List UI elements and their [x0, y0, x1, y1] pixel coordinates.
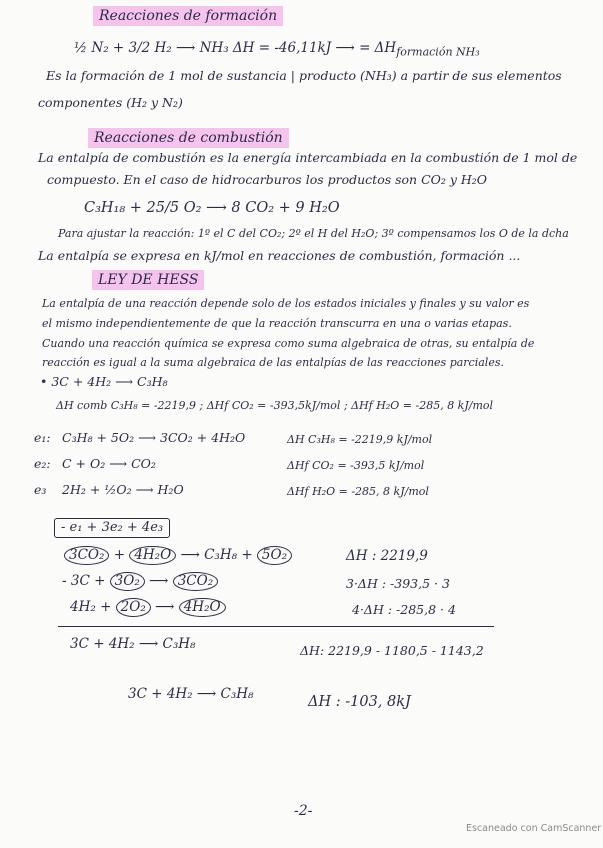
formacion-line-1: Es la formación de 1 mol de sustancia | producto (NH₃) a partir de sus elementos [46, 68, 562, 83]
step-2-circled-o2: 3O₂ [110, 572, 145, 591]
combustion-note: Para ajustar la reacción: 1º el C del CO₂; 2º el H del H₂O; 3º compensamos los O de la dcha [58, 227, 569, 240]
final-enthalpy: ΔH : -103, 8kJ [308, 694, 411, 710]
reaction-3-label: e₃ [34, 482, 47, 497]
step-3-arrow: ⟶ [155, 599, 175, 615]
step-1-equation [64, 546, 292, 565]
step-2-arrow: ⟶ [149, 573, 169, 589]
hess-data-line: ΔH comb C₃H₈ = -2219,9 ; ΔHf CO₂ = -393,5kJ/mol ; ΔHf H₂O = -285, 8 kJ/mol [56, 399, 494, 412]
heading-hess: LEY DE HESS [92, 270, 204, 290]
hess-line-4: reacción es igual a la suma algebraica de las entalpías de las reacciones parciales. [42, 356, 504, 369]
reaction-3-enthalpy: ΔHf H₂O = -285, 8 kJ/mol [287, 485, 429, 498]
step-3-circled-h2o: 4H₂O [179, 598, 226, 617]
page-number: -2- [294, 803, 313, 819]
step-3-reactant: 4H₂ + [70, 599, 116, 615]
combustion-line-3: La entalpía se expresa en kJ/mol en reacciones de combustión, formación ... [38, 248, 521, 263]
heading-combustion: Reacciones de combustión [88, 128, 289, 148]
hess-line-3: Cuando una reacción química se expresa como suma algebraica de otras, su entalpía de [42, 337, 535, 350]
combustion-equation: C₃H₁₈ + 25/5 O₂ ⟶ 8 CO₂ + 9 H₂O [84, 200, 340, 216]
sum-enthalpy: ΔH: 2219,9 - 1180,5 - 1143,2 [300, 643, 484, 658]
hess-target-reaction: • 3C + 4H₂ ⟶ C₃H₈ [40, 374, 168, 389]
step-1-products: ⟶ C₃H₈ + [180, 547, 257, 563]
formacion-equation: ½ N₂ + 3/2 H₂ ⟶ NH₃ ΔH = -46,11kJ ⟶ = $\Delta H_{formación NH_3}$ [74, 40, 480, 59]
step-3-circled-o2: 2O₂ [116, 598, 151, 617]
step-2-circled-co2: 3CO₂ [173, 572, 218, 591]
reaction-2-equation: C + O₂ ⟶ CO₂ [62, 456, 156, 471]
step-1-circled-h2o: 4H₂O [129, 546, 176, 565]
sum-equation: 3C + 4H₂ ⟶ C₃H₈ [70, 636, 196, 652]
formacion-equation-subscript: formación NH₃ [396, 45, 480, 59]
step-3-equation [70, 598, 226, 617]
step-1-circled-co2: 3CO₂ [64, 546, 109, 565]
sum-rule [58, 626, 494, 627]
reaction-1-label: e₁: [34, 430, 51, 445]
reaction-2-label: e₂: [34, 456, 51, 471]
step-2-enthalpy: 3·ΔH : -393,5 · 3 [346, 576, 450, 591]
step-1-plus: + [113, 547, 126, 563]
step-2-equation [62, 572, 218, 591]
step-1-enthalpy: ΔH : 2219,9 [346, 548, 428, 564]
step-1-circled-o2: 5O₂ [257, 546, 292, 565]
reaction-1-equation: C₃H₈ + 5O₂ ⟶ 3CO₂ + 4H₂O [62, 430, 246, 445]
combustion-line-2: compuesto. En el caso de hidrocarburos los productos son CO₂ y H₂O [47, 172, 488, 187]
reaction-3-equation: 2H₂ + ½O₂ ⟶ H₂O [62, 482, 184, 497]
combustion-line-1: La entalpía de combustión es la energía intercambiada en la combustión de 1 mol de [38, 150, 578, 165]
step-3-enthalpy: 4·ΔH : -285,8 · 4 [352, 602, 456, 617]
scanner-watermark: Escaneado con CamScanner [466, 823, 602, 834]
reaction-2-enthalpy: ΔHf CO₂ = -393,5 kJ/mol [287, 459, 425, 472]
hess-line-2: el mismo independientemente de que la reacción transcurra en una o varias etapas. [42, 317, 512, 330]
combination-box: - e₁ + 3e₂ + 4e₃ [54, 518, 170, 538]
hess-line-1: La entalpía de una reacción depende solo de los estados iniciales y finales y su valor es [42, 297, 530, 310]
formacion-line-2: componentes (H₂ y N₂) [38, 95, 183, 110]
heading-formacion: Reacciones de formación [93, 6, 283, 26]
step-2-reactant: - 3C + [62, 573, 110, 589]
reaction-1-enthalpy: ΔH C₃H₈ = -2219,9 kJ/mol [287, 433, 433, 446]
final-equation: 3C + 4H₂ ⟶ C₃H₈ [128, 686, 254, 702]
